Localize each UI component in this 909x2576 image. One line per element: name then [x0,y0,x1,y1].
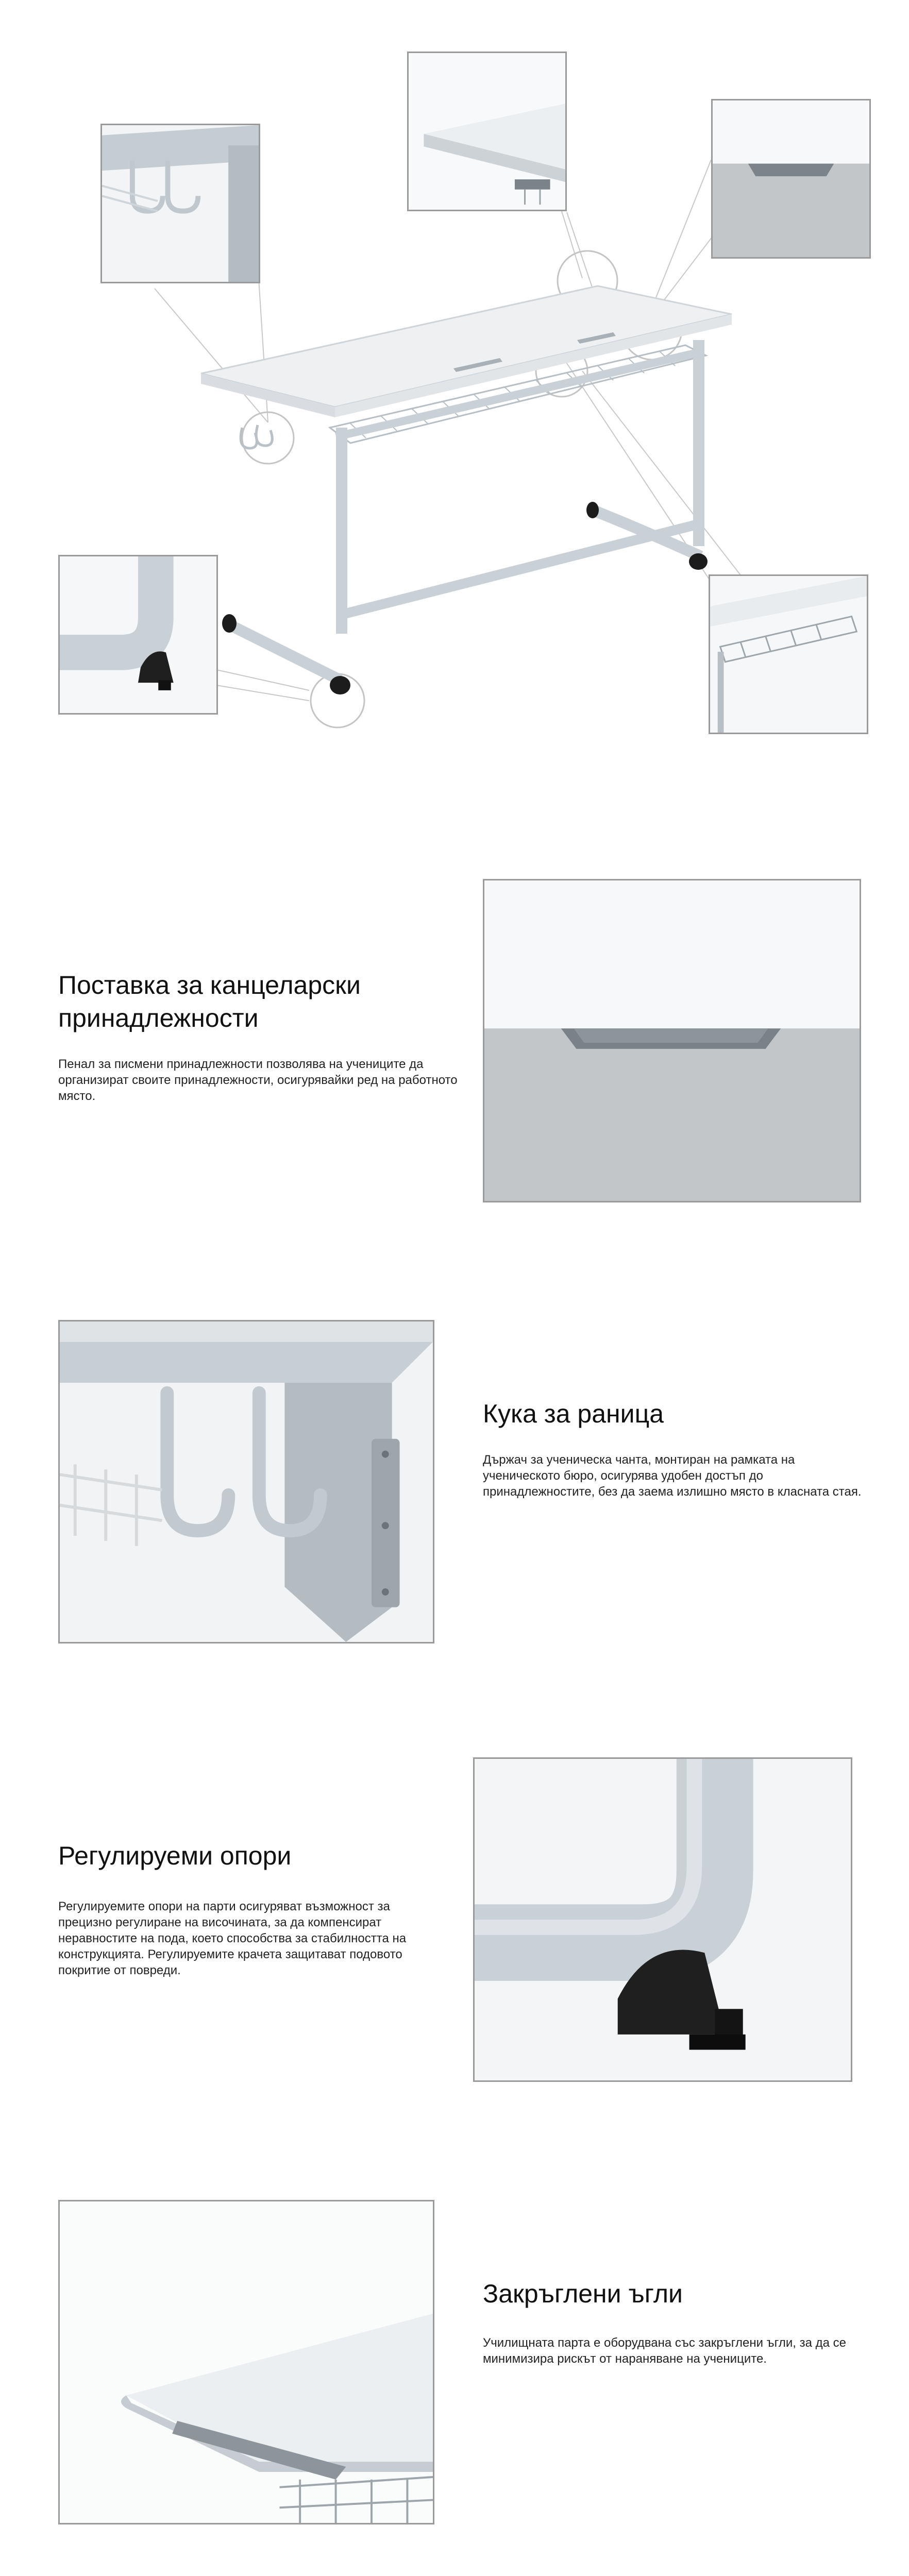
feature-description: Училищната парта е оборудвана със закръглени ъгли, за да се минимизира рискът от нараняване на учениците. [483,2336,846,2366]
feature-title: Кука за раница [483,1399,664,1428]
desk-illustration [201,286,732,694]
detail-thumb-hook [100,124,260,283]
feature-title: Регулируеми опори [58,1841,292,1870]
detail-thumb-pencil-holder [711,99,871,259]
feature-image-feet [473,1757,852,2082]
feature-image-corners [58,2200,434,2524]
feature-image-hook [58,1320,434,1643]
feature-description: Държач за ученическа чанта, монтиран на рамката на ученическото бюро, осигурява удобен достъп до принадлежностите, без да заема излишно място в класната стая. [483,1453,862,1499]
hero-illustration [0,0,909,804]
detail-thumb-foot [58,555,218,715]
detail-thumb-corner [407,52,567,211]
detail-thumb-shelf [709,574,868,734]
feature-image-pencil-holder [483,879,861,1202]
feature-description: Регулируемите опори на парти осигуряват възможност за прецизно регулиране на височината, за да компенсират неравностите на пода, което способства за стабилността на конструкцията. Регулируемите крачета защитават подовото покритие от повреди. [58,1900,407,1977]
feature-description: Пенал за писмени принадлежности позволява на учениците да организират своите принадлежности, осигурявайки ред на работното място. [58,1057,458,1103]
feature-title: Поставка за канцеларски принадлежности [58,971,361,1032]
feature-title: Закръглени ъгли [483,2279,683,2308]
